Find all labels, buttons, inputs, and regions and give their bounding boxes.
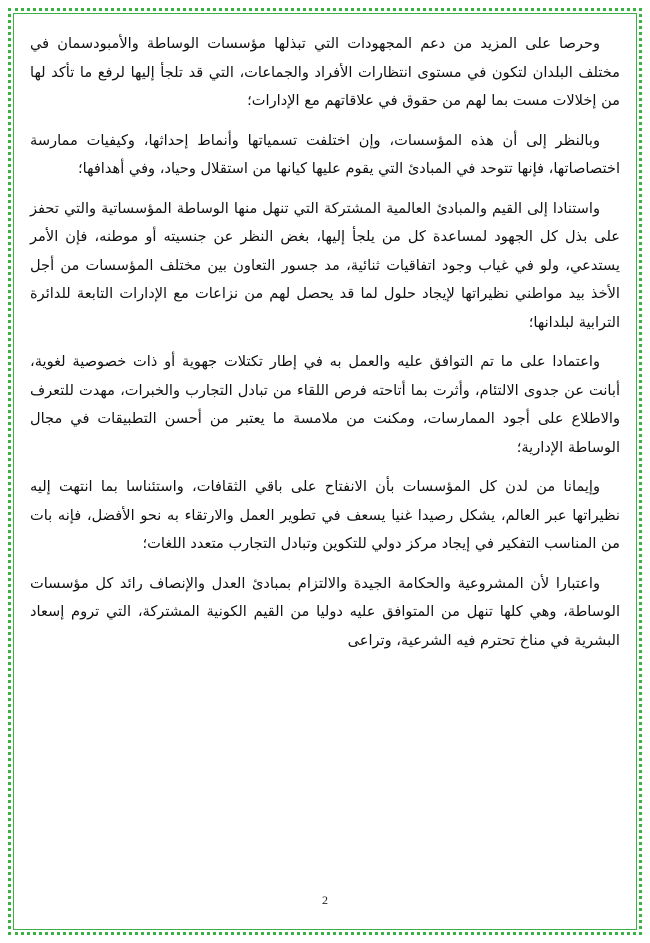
paragraph-1: وحرصا على المزيد من دعم المجهودات التي تبذلها مؤسسات الوساطة والأمبودسمان في مختلف البلدان لتكون في مستوى انتظارات الأفراد والجماعات، التي قد تلجأ إليها لرفع ما تأكد لها من إخلالات مست بما لهم من حقوق في علاقاتهم مع الإدارات؛ (30, 35, 620, 109)
paragraph-4: واعتمادا على ما تم التوافق عليه والعمل به في إطار تكتلات جهوية أو ذات خصوصية لغوية، أبانت عن جدوى الالتئام، وأثرت بما أتاحته فرص اللقاء من تبادل التجارب والخبرات، مهدت للتعرف والاطلاع على أجود الممارسات، ومكنت من ملامسة ما يعتبر من أحسن التطبيقات في مجال الوساطة الإدارية؛ (30, 353, 620, 456)
paragraph-2: وبالنظر إلى أن هذه المؤسسات، وإن اختلفت تسمياتها وأنماط إحداثها، وكيفيات ممارسة اختصاصاتها، فإنها تتوحد في المبادئ التي يقوم عليها كيانها من استقلال وحياد، وفي أهدافها؛ (30, 131, 620, 177)
paragraph-6: واعتبارا لأن المشروعية والحكامة الجيدة والالتزام بمبادئ العدل والإنصاف رائد كل مؤسسات الوساطة، وهي كلها تنهل من المتوافق عليه دوليا من القيم الكونية المشتركة، التي تروم إسعاد البشرية في مناخ تحترم فيه الشرعية، وتراعى (30, 574, 620, 649)
page-number: 2 (322, 893, 328, 907)
document-body (30, 30, 620, 666)
paragraph-3: واستنادا إلى القيم والمبادئ العالمية المشتركة التي تنهل منها الوساطة المؤسساتية والتي تحفز على بذل كل الجهود لمساعدة كل من يلجأ إليها، بغض النظر عن جنسيته أو موطنه، فإن الأمر يستدعي، ولو في غياب وجود اتفاقيات ثنائية، مد جسور التعاون بين مختلف المؤسسات من أجل الأخذ بيد مواطني نظيراتها لإيجاد حلول لما قد يحصل لهم من نزاعات مع الإدارات التابعة للدائرة الترابية لبلدانها؛ (30, 199, 620, 331)
paragraph-5: وإيمانا من لدن كل المؤسسات بأن الانفتاح على باقي الثقافات، واستئناسا بما انتهت إليه نظيراتها عبر العالم، يشكل رصيدا غنيا يسعف في تطوير العمل والارتقاء به نحو الأفضل، فإنه بات من المناسب التفكير في إيجاد مركز دولي للتكوين وتبادل التجارب متعدد اللغات؛ (30, 478, 620, 552)
